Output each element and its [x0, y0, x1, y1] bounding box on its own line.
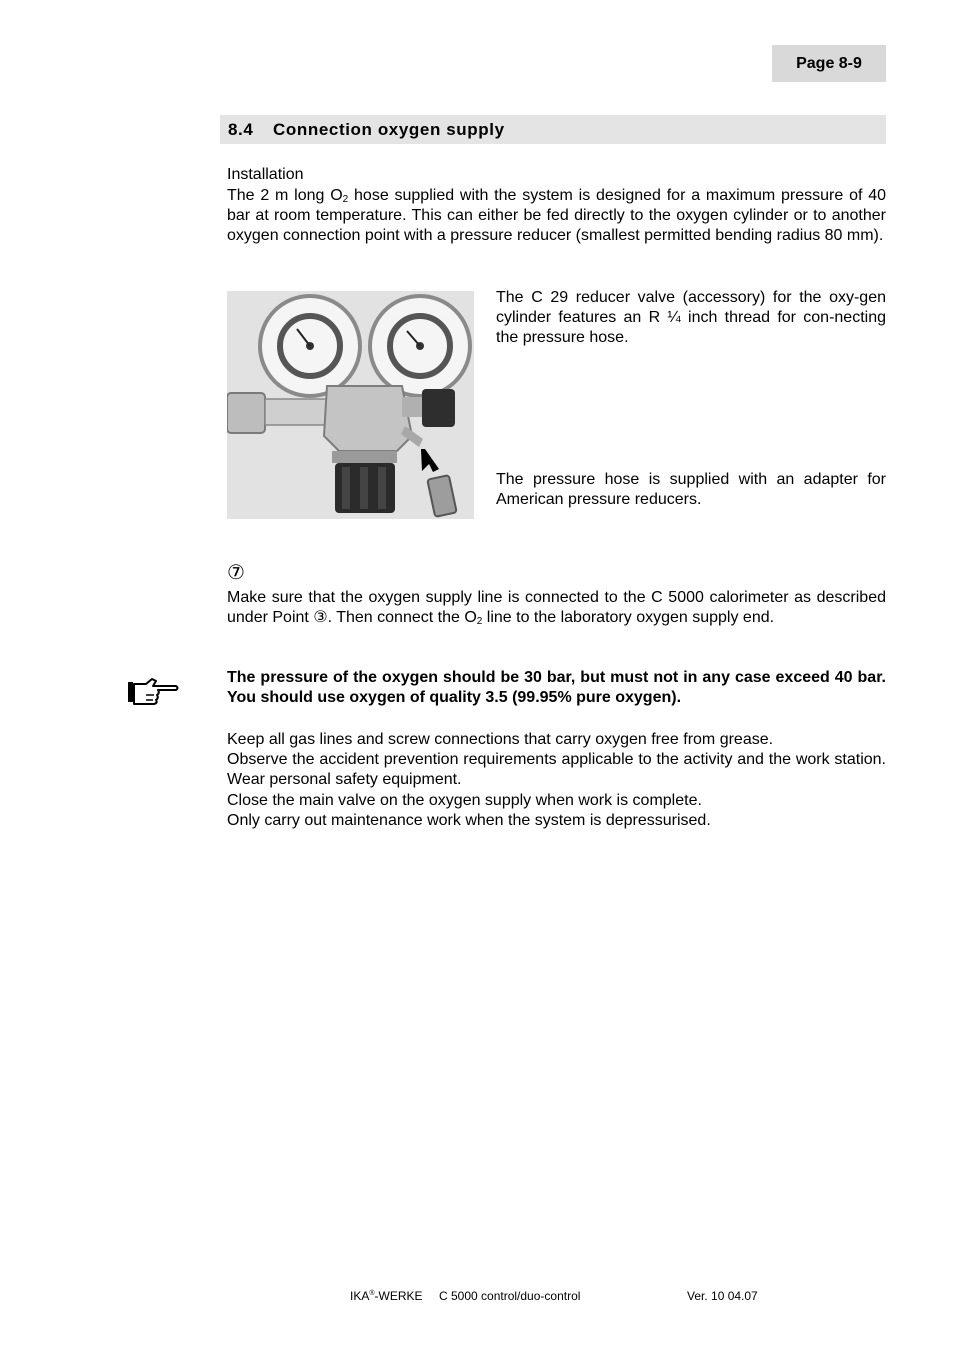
installation-paragraph — [227, 186, 886, 247]
safety-line-grease: Keep all gas lines and screw connections that carry oxygen free from grease. — [227, 731, 774, 748]
page-number-badge: Page 8-9 — [772, 45, 886, 82]
installation-text-end: hose supplied with the system is designed for a maximum pressure of 40 bar at room temperature. This can either be fed directly to the oxygen cylinder or to another oxygen connection point with a pressure reducer (smallest permitted bending radius 80 mm). — [227, 187, 887, 245]
footer-version: Ver. 10 04.07 — [687, 1289, 758, 1303]
safety-block — [227, 730, 886, 831]
section-title: Connection oxygen supply — [273, 119, 505, 139]
pressure-reducer-photo — [227, 291, 474, 519]
footer-product: C 5000 control/duo-control — [439, 1289, 581, 1303]
oxygen-pressure-note: The pressure of the oxygen should be 30 bar, but must not in any case exceed 40 bar. You should use oxygen of quality 3.5 (99.95% pure oxygen). — [227, 669, 886, 707]
pointing-hand-icon — [126, 676, 180, 706]
footer-brand: IKA®-WERKE — [350, 1289, 423, 1303]
figure-caption-top: The C 29 reducer valve (accessory) for the oxy-gen cylinder features an R ¼ inch thread for con-necting the pressure hose. — [496, 289, 886, 347]
o2-subscript: 2 — [342, 194, 349, 205]
step-text-start: Make sure that the oxygen supply line is connected to the C 5000 calorimeter as described under Point ③. Then connect the O — [227, 589, 886, 627]
step-text-end: line to the laboratory oxygen supply end. — [482, 609, 775, 627]
figure-caption-bottom: The pressure hose is supplied with an adapter for American pressure reducers. — [496, 471, 886, 509]
section-heading — [220, 115, 886, 144]
step-marker: ⑦ — [227, 562, 245, 584]
installation-text-start: The 2 m long O — [227, 187, 343, 204]
o2-subscript-step: 2 — [476, 616, 483, 628]
safety-line-main-valve: Close the main valve on the oxygen supply when work is complete. — [227, 791, 702, 809]
section-number: 8.4 — [228, 119, 254, 139]
safety-line-maintenance: Only carry out maintenance work when the system is depressurised. — [227, 811, 711, 829]
installation-label: Installation — [227, 166, 304, 183]
step-paragraph — [227, 588, 886, 628]
safety-line-accident-prevention: Observe the accident prevention requirements applicable to the activity and the work station. Wear personal safety equipment. — [227, 751, 886, 789]
